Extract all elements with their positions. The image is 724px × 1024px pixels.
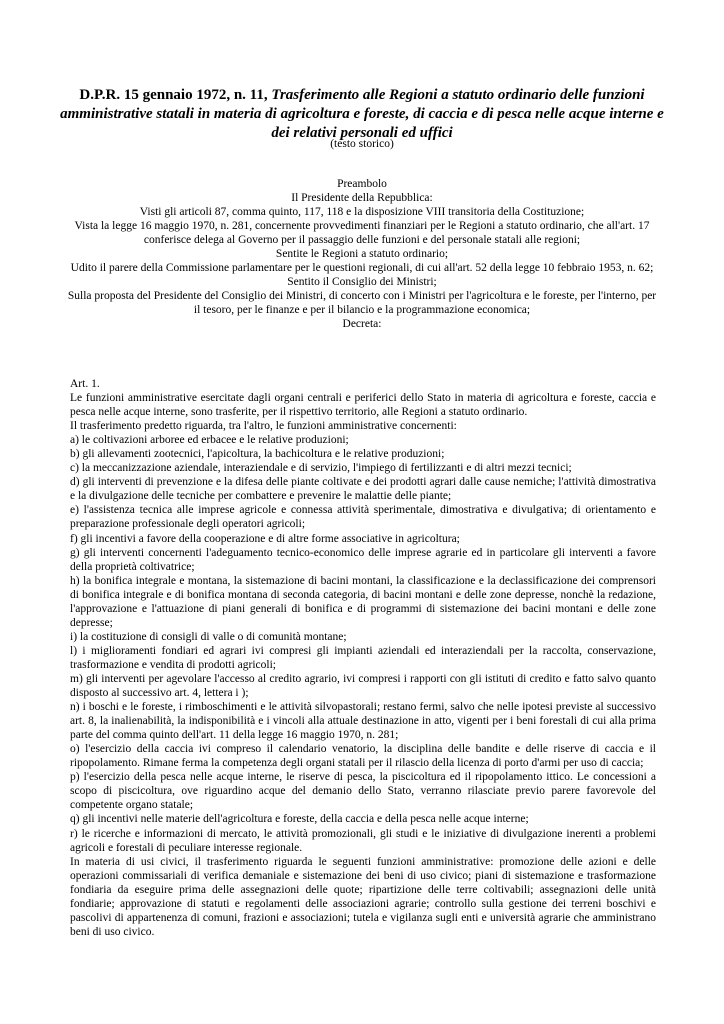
preamble-line: Sentito il Consiglio dei Ministri; xyxy=(287,276,437,289)
preamble-line: Sentite le Regioni a statuto ordinario; xyxy=(275,248,449,261)
article-paragraph: Le funzioni amministrative esercitate dagli organi centrali e periferici dello Stato in materia di agricoltura e foreste, caccia e pesca nelle acque interne, sono trasferite, per il rispettivo territorio, alle Regioni a statuto ordinario. xyxy=(70,392,656,419)
title-subject: Trasferimento alle Regioni a statuto ordinario delle funzioni amministrative statali in materia di agricoltura e foreste, di caccia e di pesca nelle acque interne e dei relativi personali ed uffici xyxy=(60,87,664,141)
article-item-b: b) gli allevamenti zootecnici, l'apicoltura, la bachicoltura e le relative produzioni; xyxy=(70,448,445,461)
article-body xyxy=(70,377,656,939)
document-title xyxy=(60,86,664,143)
article-item-n: n) i boschi e le foreste, i rimboschimenti e le attività silvopastorali; restano fermi, salvo che nelle ipotesi previste al successivo art. 8, la inalienabilità, la indisponibilità e i vincoli alla attuale destinazione in atto, vigenti per i beni forestali di cui alla prima parte del comma quinto dell'art. 11 della legge 16 maggio 1970, n. 281; xyxy=(70,701,656,742)
preamble-heading: Preambolo xyxy=(337,178,387,190)
preamble-line: Il Presidente della Repubblica: xyxy=(291,192,433,205)
article-item-o: o) l'esercizio della caccia ivi compreso il calendario venatorio, la disciplina delle bandite e delle riserve di caccia e il ripopolamento. Rimane ferma la competenza degli organi statali per il rilascio della licenza di porto d'armi per uso di caccia; xyxy=(70,743,656,770)
preamble-line: Sulla proposta del Presidente del Consiglio dei Ministri, di concerto con i Ministri per l'agricoltura e le foreste, per l'interno, per il tesoro, per le finanze e per il bilancio e la programmazione economica; xyxy=(67,290,657,317)
article-item-i: i) la costituzione di consigli di valle o di comunità montane; xyxy=(70,630,347,643)
preamble-line: Vista la legge 16 maggio 1970, n. 281, concernente provvedimenti finanziari per le Regioni a statuto ordinario, che all'art. 17 conferisce delega al Governo per il passaggio delle funzioni e del personale statali alle regioni; xyxy=(74,220,650,247)
article-item-f: f) gli incentivi a favore della cooperazione e di altre forme associative in agricoltura; xyxy=(70,532,460,545)
article-paragraph: Il trasferimento predetto riguarda, tra l'altro, le funzioni amministrative concernenti: xyxy=(70,420,457,433)
article-item-d: d) gli interventi di prevenzione e la difesa delle piante coltivate e dei prodotti agrari dalle cause nemiche; l'attività dimostrativa e la divulgazione delle tecniche per combattere e prevenire le malattie delle piante; xyxy=(70,476,656,503)
preamble-line: Udito il parere della Commissione parlamentare per le questioni regionali, di cui all'art. 52 della legge 10 febbraio 1953, n. 62; xyxy=(70,262,654,275)
preamble-decreta: Decreta: xyxy=(342,318,382,331)
article-item-a: a) le coltivazioni arboree ed erbacee e le relative produzioni; xyxy=(70,434,349,447)
document-subtitle: (testo storico) xyxy=(330,138,394,150)
article-item-r: r) le ricerche e informazioni di mercato, le attività promozionali, gli studi e le iniziative di divulgazione inerenti a problemi agricoli e forestali di peculiare interesse regionale. xyxy=(70,827,656,854)
article-heading: Art. 1. xyxy=(70,378,100,390)
article-paragraph-usi-civici: In materia di usi civici, il trasferimento riguarda le seguenti funzioni amministrative: promozione delle azioni e delle operazioni commissariali di verifica demaniale e sistemazione dei beni di uso civico; piani di sistemazione e trasformazione fondiaria da eseguire prima delle assegnazioni delle quote; ripartizione delle terre coltivabili; assegnazioni delle unità fondiarie; approvazione di statuti e regolamenti delle associazioni agrarie; controllo sulla gestione dei terreni boschivi e pascolivi di appartenenza di comuni, frazioni e associazioni; tutela e vigilanza sugli enti e università agrarie che amministrano beni di uso civico. xyxy=(70,855,656,938)
preamble xyxy=(64,177,660,332)
article-item-m: m) gli interventi per agevolare l'accesso al credito agrario, ivi compresi i rapporti con gli istituti di credito e fatto salvo quanto disposto al successivo art. 4, lettera i ); xyxy=(70,672,656,700)
title-reference: D.P.R. 15 gennaio 1972, n. 11, xyxy=(79,87,272,103)
article-item-e: e) l'assistenza tecnica alle imprese agricole e connessa attività sperimentale, dimostrativa e divulgativa; di orientamento e preparazione professionale degli operatori agricoli; xyxy=(70,504,656,531)
article-item-h: h) la bonifica integrale e montana, la sistemazione di bacini montani, la classificazione e la declassificazione dei comprensori di bonifica integrale e di bonifica montana di seconda categoria, di bacini montani e delle zone depresse, nonchè la redazione, l'approvazione e l'attuazione di piani generali di bonifica e di programmi di sistemazione dei bacini montani e delle zone depresse; xyxy=(70,574,656,629)
article-item-g: g) gli interventi concernenti l'adeguamento tecnico-economico delle imprese agrarie ed in particolare gli interventi a favore della proprietà coltivatrice; xyxy=(70,546,656,573)
preamble-line: Visti gli articoli 87, comma quinto, 117, 118 e la disposizione VIII transitoria della Costituzione; xyxy=(139,206,585,219)
article-item-p: p) l'esercizio della pesca nelle acque interne, le riserve di pesca, la piscicoltura ed il ripopolamento ittico. Le concessioni a scopo di piscicoltura, ove riguardino acque del demanio dello Stato, verranno rilasciate previo parere favorevole del competente organo statale; xyxy=(70,771,656,812)
article-item-l: l) i miglioramenti fondiari ed agrari ivi compresi gli impianti aziendali ed interaziendali per la raccolta, conservazione, trasformazione e vendita di prodotti agricoli; xyxy=(70,644,656,671)
article-item-q: q) gli incentivi nelle materie dell'agricoltura e foreste, della caccia e della pesca nelle acque interne; xyxy=(70,813,529,826)
article-item-c: c) la meccanizzazione aziendale, interaziendale e di servizio, l'impiego di fertilizzanti e di altri mezzi tecnici; xyxy=(70,462,572,475)
